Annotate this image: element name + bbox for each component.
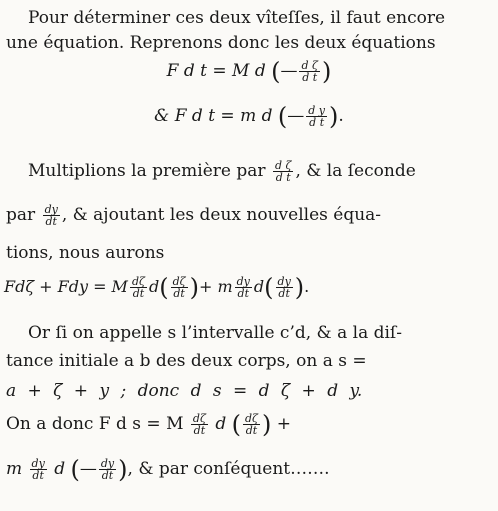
- paren-close: ): [294, 273, 305, 302]
- text-line-3: [28, 160, 416, 183]
- fraction-numerator: d y: [308, 104, 326, 117]
- paren-open: (: [70, 455, 80, 484]
- equation-1-lhs: F d t = M d: [166, 61, 266, 81]
- paren-close: ): [329, 102, 339, 131]
- paren-close: ): [262, 410, 272, 439]
- equation-3-plus: + m: [198, 277, 233, 296]
- differential: d: [148, 277, 160, 296]
- fraction-denominator: dt: [237, 287, 249, 300]
- equation-2: [0, 102, 498, 131]
- paren-open: (: [264, 273, 274, 302]
- paren-close: ): [321, 57, 332, 86]
- fraction-denominator: d t: [275, 171, 291, 184]
- text-segment: par: [6, 205, 36, 225]
- text-line-9: [6, 410, 292, 439]
- fraction-numerator: dζ: [245, 412, 259, 425]
- equation-2-fraction: [306, 105, 327, 128]
- fraction-numerator: dy: [31, 457, 45, 470]
- fraction-denominator: dt: [193, 424, 206, 437]
- text-line-10: [6, 455, 330, 484]
- fraction-numerator: dy: [277, 275, 291, 288]
- equation-3-fraction-2: [171, 276, 188, 299]
- inline-fraction: [99, 458, 116, 481]
- text-line-1: Pour déterminer ces deux vîteſſes, il faut encore: [28, 8, 446, 28]
- equation-1-fraction: [299, 60, 320, 83]
- variable-m: m: [6, 459, 23, 479]
- paren-close: ): [118, 455, 128, 484]
- text-segment: On a donc F d s = M: [6, 414, 184, 434]
- differential: d: [215, 414, 227, 434]
- text-segment: , & la ſeconde: [295, 161, 416, 181]
- inline-fraction: [191, 413, 208, 436]
- inline-fraction: [243, 413, 260, 436]
- inline-fraction: [273, 160, 294, 183]
- fraction-denominator: dt: [101, 469, 114, 482]
- equation-3-fraction-1: [130, 276, 147, 299]
- fraction-denominator: dt: [278, 287, 290, 300]
- paren-open: (: [271, 57, 281, 86]
- equation-3-fraction-3: [235, 276, 252, 299]
- fraction-denominator: dt: [132, 287, 145, 300]
- fraction-denominator: dt: [245, 424, 258, 437]
- text-segment: , & ajoutant les deux nouvelles équa-: [61, 205, 382, 225]
- minus-sign: —: [280, 61, 298, 81]
- text-line-8: a + ζ + y ; donc d s = d ζ + d y.: [6, 381, 363, 401]
- text-line-2: une équation. Reprenons donc les deux équations: [6, 33, 436, 53]
- text-line-7: tance initiale a b des deux corps, on a s =: [6, 351, 367, 371]
- equation-3-lhs: Fdζ + Fdy = M: [4, 277, 128, 296]
- fraction-numerator: dζ: [192, 412, 206, 425]
- equation-1: [0, 57, 498, 86]
- paren-open: (: [159, 273, 169, 302]
- fraction-numerator: dy: [236, 275, 250, 288]
- fraction-denominator: dt: [173, 287, 185, 300]
- fraction-numerator: d ζ: [274, 159, 292, 172]
- differential: d: [54, 459, 66, 479]
- fraction-numerator: dy: [44, 203, 58, 216]
- period: .: [304, 277, 310, 296]
- paren-open: (: [277, 102, 288, 131]
- minus-sign: —: [79, 459, 97, 479]
- minus-sign: —: [287, 106, 305, 126]
- paren-close: ): [189, 273, 199, 302]
- text-segment: , & par conſéquent…….: [127, 459, 330, 479]
- fraction-numerator: d ζ: [301, 59, 318, 72]
- period: .: [338, 106, 344, 126]
- equation-3-fraction-4: [276, 276, 293, 299]
- paren-open: (: [231, 410, 241, 439]
- equation-2-lhs: & F d t = m d: [154, 106, 273, 126]
- equation-3: [4, 273, 310, 302]
- fraction-numerator: dy: [100, 457, 115, 470]
- text-line-5: tions, nous aurons: [6, 243, 165, 263]
- fraction-denominator: dt: [45, 215, 57, 228]
- plus-sign: +: [276, 414, 292, 434]
- text-line-6: Or ſi on appelle s l’intervalle c’d, & a la diſ-: [28, 323, 402, 343]
- differential: d: [253, 277, 265, 296]
- inline-fraction: [30, 458, 47, 481]
- inline-fraction: [43, 204, 60, 227]
- fraction-denominator: dt: [32, 469, 44, 482]
- text-segment: Multiplions la première par: [28, 161, 266, 181]
- fraction-denominator: d t: [309, 116, 325, 129]
- fraction-denominator: d t: [302, 71, 318, 84]
- fraction-numerator: dζ: [131, 275, 145, 288]
- text-line-4: [6, 204, 381, 227]
- fraction-numerator: dζ: [172, 275, 186, 288]
